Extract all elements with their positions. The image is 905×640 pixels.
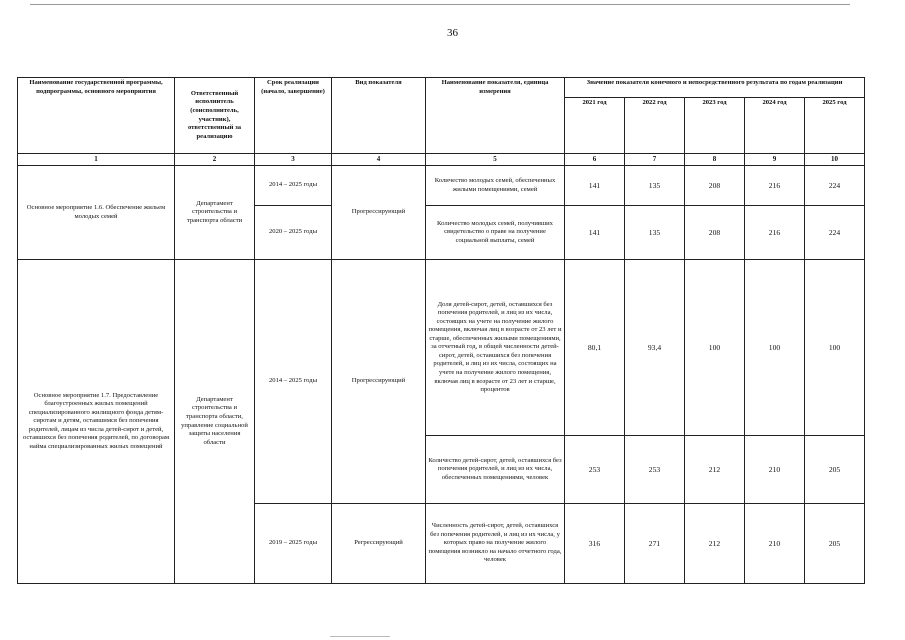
value-cell: 253 bbox=[565, 436, 625, 504]
executor-cell: Департамент строительства и транспорта области, управление социальной защиты населения области bbox=[175, 260, 255, 584]
header-indicator: Наименование показателя, единица измерения bbox=[426, 78, 565, 154]
value-cell: 80,1 bbox=[565, 260, 625, 436]
term-cell: 2020 – 2025 годы bbox=[255, 206, 332, 260]
header-year: 2022 год bbox=[625, 98, 685, 154]
header-values-group: Значение показателя конечного и непосредственного результата по годам реализации bbox=[565, 78, 865, 98]
value-cell: 316 bbox=[565, 504, 625, 584]
header-kind: Вид показателя bbox=[332, 78, 426, 154]
page-number: 36 bbox=[447, 27, 458, 39]
table-row bbox=[18, 166, 865, 206]
column-numbers-row bbox=[18, 154, 865, 166]
value-cell: 141 bbox=[565, 206, 625, 260]
column-number: 7 bbox=[625, 154, 685, 166]
kind-cell: Прогрессирующий bbox=[332, 166, 426, 260]
column-number: 2 bbox=[175, 154, 255, 166]
indicators-table bbox=[17, 77, 865, 584]
value-cell: 210 bbox=[745, 436, 805, 504]
column-number: 6 bbox=[565, 154, 625, 166]
program-cell: Основное мероприятие 1.6. Обеспечение жильем молодых семей bbox=[18, 166, 175, 260]
value-cell: 212 bbox=[685, 436, 745, 504]
value-cell: 205 bbox=[805, 436, 865, 504]
term-cell: 2014 – 2025 годы bbox=[255, 260, 332, 504]
value-cell: 212 bbox=[685, 504, 745, 584]
column-number: 3 bbox=[255, 154, 332, 166]
indicator-cell: Количество детей-сирот, детей, оставшихся без попечения родителей, и лиц из их числа, обеспеченных помещениями, человек bbox=[426, 436, 565, 504]
top-border-line bbox=[30, 4, 850, 5]
header-year: 2024 год bbox=[745, 98, 805, 154]
value-cell: 100 bbox=[685, 260, 745, 436]
column-number: 5 bbox=[426, 154, 565, 166]
column-number: 9 bbox=[745, 154, 805, 166]
header-year: 2021 год bbox=[565, 98, 625, 154]
value-cell: 208 bbox=[685, 206, 745, 260]
value-cell: 100 bbox=[805, 260, 865, 436]
column-number: 8 bbox=[685, 154, 745, 166]
value-cell: 100 bbox=[745, 260, 805, 436]
header-program: Наименование государственной программы, подпрограммы, основного мероприятия bbox=[18, 78, 175, 154]
value-cell: 135 bbox=[625, 206, 685, 260]
value-cell: 210 bbox=[745, 504, 805, 584]
value-cell: 93,4 bbox=[625, 260, 685, 436]
value-cell: 141 bbox=[565, 166, 625, 206]
value-cell: 253 bbox=[625, 436, 685, 504]
column-number: 1 bbox=[18, 154, 175, 166]
indicator-cell: Доля детей-сирот, детей, оставшихся без попечения родителей, и лиц из их числа, состоящих на учете на получение жилого помещения, включая лиц в возрасте от 23 лет и старше, обеспеченных жилыми помещениями, за отчетный год, в общей численности детей-сирот, детей, оставшихся без попечения родителей, и лиц из их числа, состоящих на учете на получение жилого помещения, включая лиц в возрасте от 23 лет и старше, процентов bbox=[426, 260, 565, 436]
header-executor: Ответственный исполнитель (соисполнитель, участник), ответственный за реализацию bbox=[175, 78, 255, 154]
program-cell: Основное мероприятие 1.7. Предоставление благоустроенных жилых помещений специализированного жилищного фонда детям-сиротам и детям, оставшимся без попечения родителей, лицам из числа детей-сирот и детей, оставшихся без попечения родителей, по договорам найма специализированных жилых помещений bbox=[18, 260, 175, 584]
value-cell: 135 bbox=[625, 166, 685, 206]
header-term: Срок реализации (начало, завершение) bbox=[255, 78, 332, 154]
value-cell: 216 bbox=[745, 206, 805, 260]
indicator-cell: Количество молодых семей, получивших свидетельство о праве на получение социальной выплаты, семей bbox=[426, 206, 565, 260]
term-cell: 2019 – 2025 годы bbox=[255, 504, 332, 584]
column-number: 10 bbox=[805, 154, 865, 166]
indicator-cell: Количество молодых семей, обеспеченных жилыми помещениями, семей bbox=[426, 166, 565, 206]
kind-cell: Прогрессирующий bbox=[332, 260, 426, 504]
value-cell: 224 bbox=[805, 166, 865, 206]
header-year: 2025 год bbox=[805, 98, 865, 154]
value-cell: 271 bbox=[625, 504, 685, 584]
value-cell: 205 bbox=[805, 504, 865, 584]
bottom-scan-mark bbox=[330, 636, 390, 637]
header-year: 2023 год bbox=[685, 98, 745, 154]
value-cell: 216 bbox=[745, 166, 805, 206]
kind-cell: Регрессирующий bbox=[332, 504, 426, 584]
indicator-cell: Численность детей-сирот, детей, оставшихся без попечения родителей, и лиц из их числа, у которых право на получение жилого помещения возникло на начало отчетного года, человек bbox=[426, 504, 565, 584]
executor-cell: Департамент строительства и транспорта области bbox=[175, 166, 255, 260]
column-number: 4 bbox=[332, 154, 426, 166]
term-cell: 2014 – 2025 годы bbox=[255, 166, 332, 206]
value-cell: 224 bbox=[805, 206, 865, 260]
table-row bbox=[18, 260, 865, 436]
value-cell: 208 bbox=[685, 166, 745, 206]
header-row bbox=[18, 78, 865, 98]
